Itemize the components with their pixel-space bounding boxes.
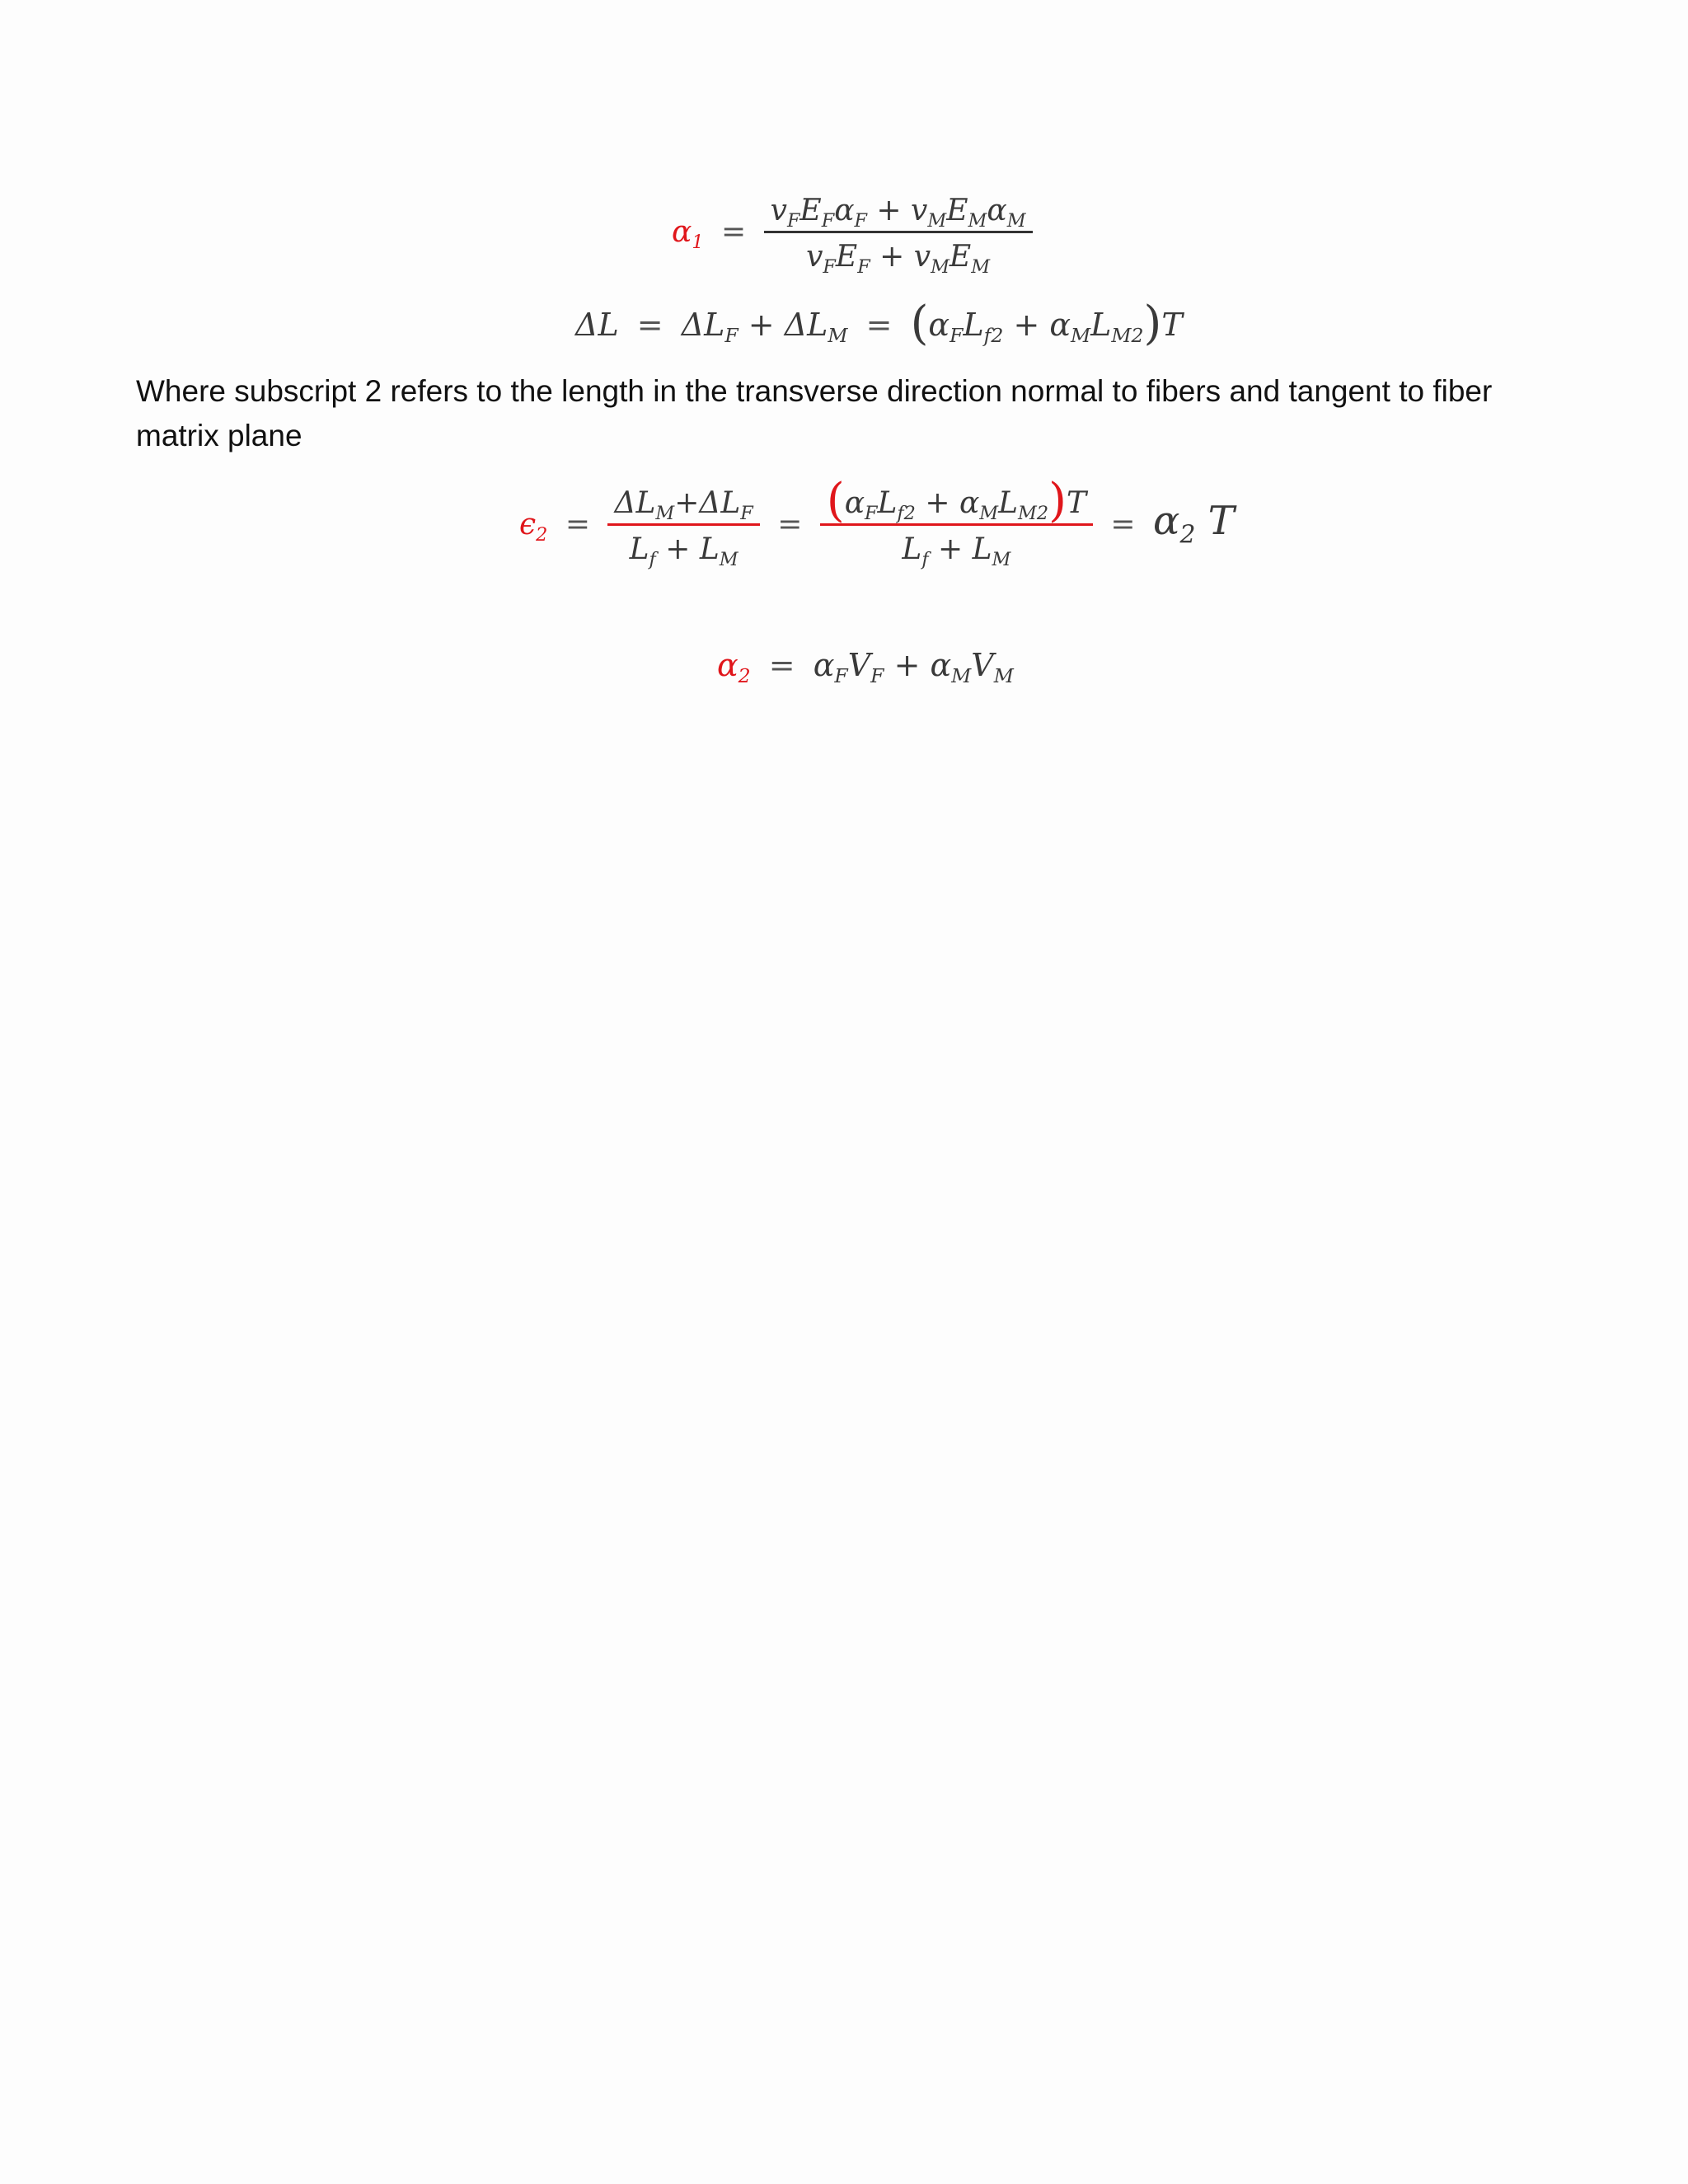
equals-sign: =: [565, 507, 590, 541]
equation-alpha1: [672, 194, 1033, 278]
equals-sign: =: [720, 214, 747, 249]
epsilon2-symbol: $\epsilon_2$: [519, 507, 548, 546]
equation-alpha2: [717, 647, 1014, 688]
equals-sign: =: [768, 647, 795, 683]
alpha1-symbol: $\alpha_1$: [672, 214, 704, 253]
explanation-paragraph: Where subscript 2 refers to the length in the transverse direction normal to fibers and tangent to fiber matrix plane: [136, 374, 1493, 452]
alpha1-fraction: [764, 194, 1033, 278]
equals-sign: =: [1110, 507, 1136, 541]
alpha1-numerator: $v_FE_F\alpha_F + v_ME_M\alpha_M$: [770, 194, 1026, 232]
equation-delta-l: $\Delta L = \Delta L_F + \Delta L_M = (\alpha_FL_{f2} + \alpha_ML_{M2})T$: [575, 297, 1183, 350]
alpha2-symbol: $\alpha_2$: [717, 647, 751, 688]
epsilon2-fraction-2: $\frac{(\alpha_FL_{f2} + \alpha_ML_{M2})T}{L_f + L_M}$: [820, 486, 1093, 566]
equation-epsilon2: [519, 474, 1235, 570]
equals-sign: =: [777, 507, 803, 541]
epsilon2-fraction-1: $\frac{\Delta L_M+\Delta L_F}{L_f + L_M}$: [607, 486, 759, 566]
alpha1-denominator: $v_FE_F + v_ME_M$: [764, 231, 1033, 274]
alpha2-t: $\alpha_2$ T: [1153, 497, 1235, 549]
alpha2-expression: $\alpha_FV_F + \alpha_MV_M$: [813, 647, 1014, 688]
